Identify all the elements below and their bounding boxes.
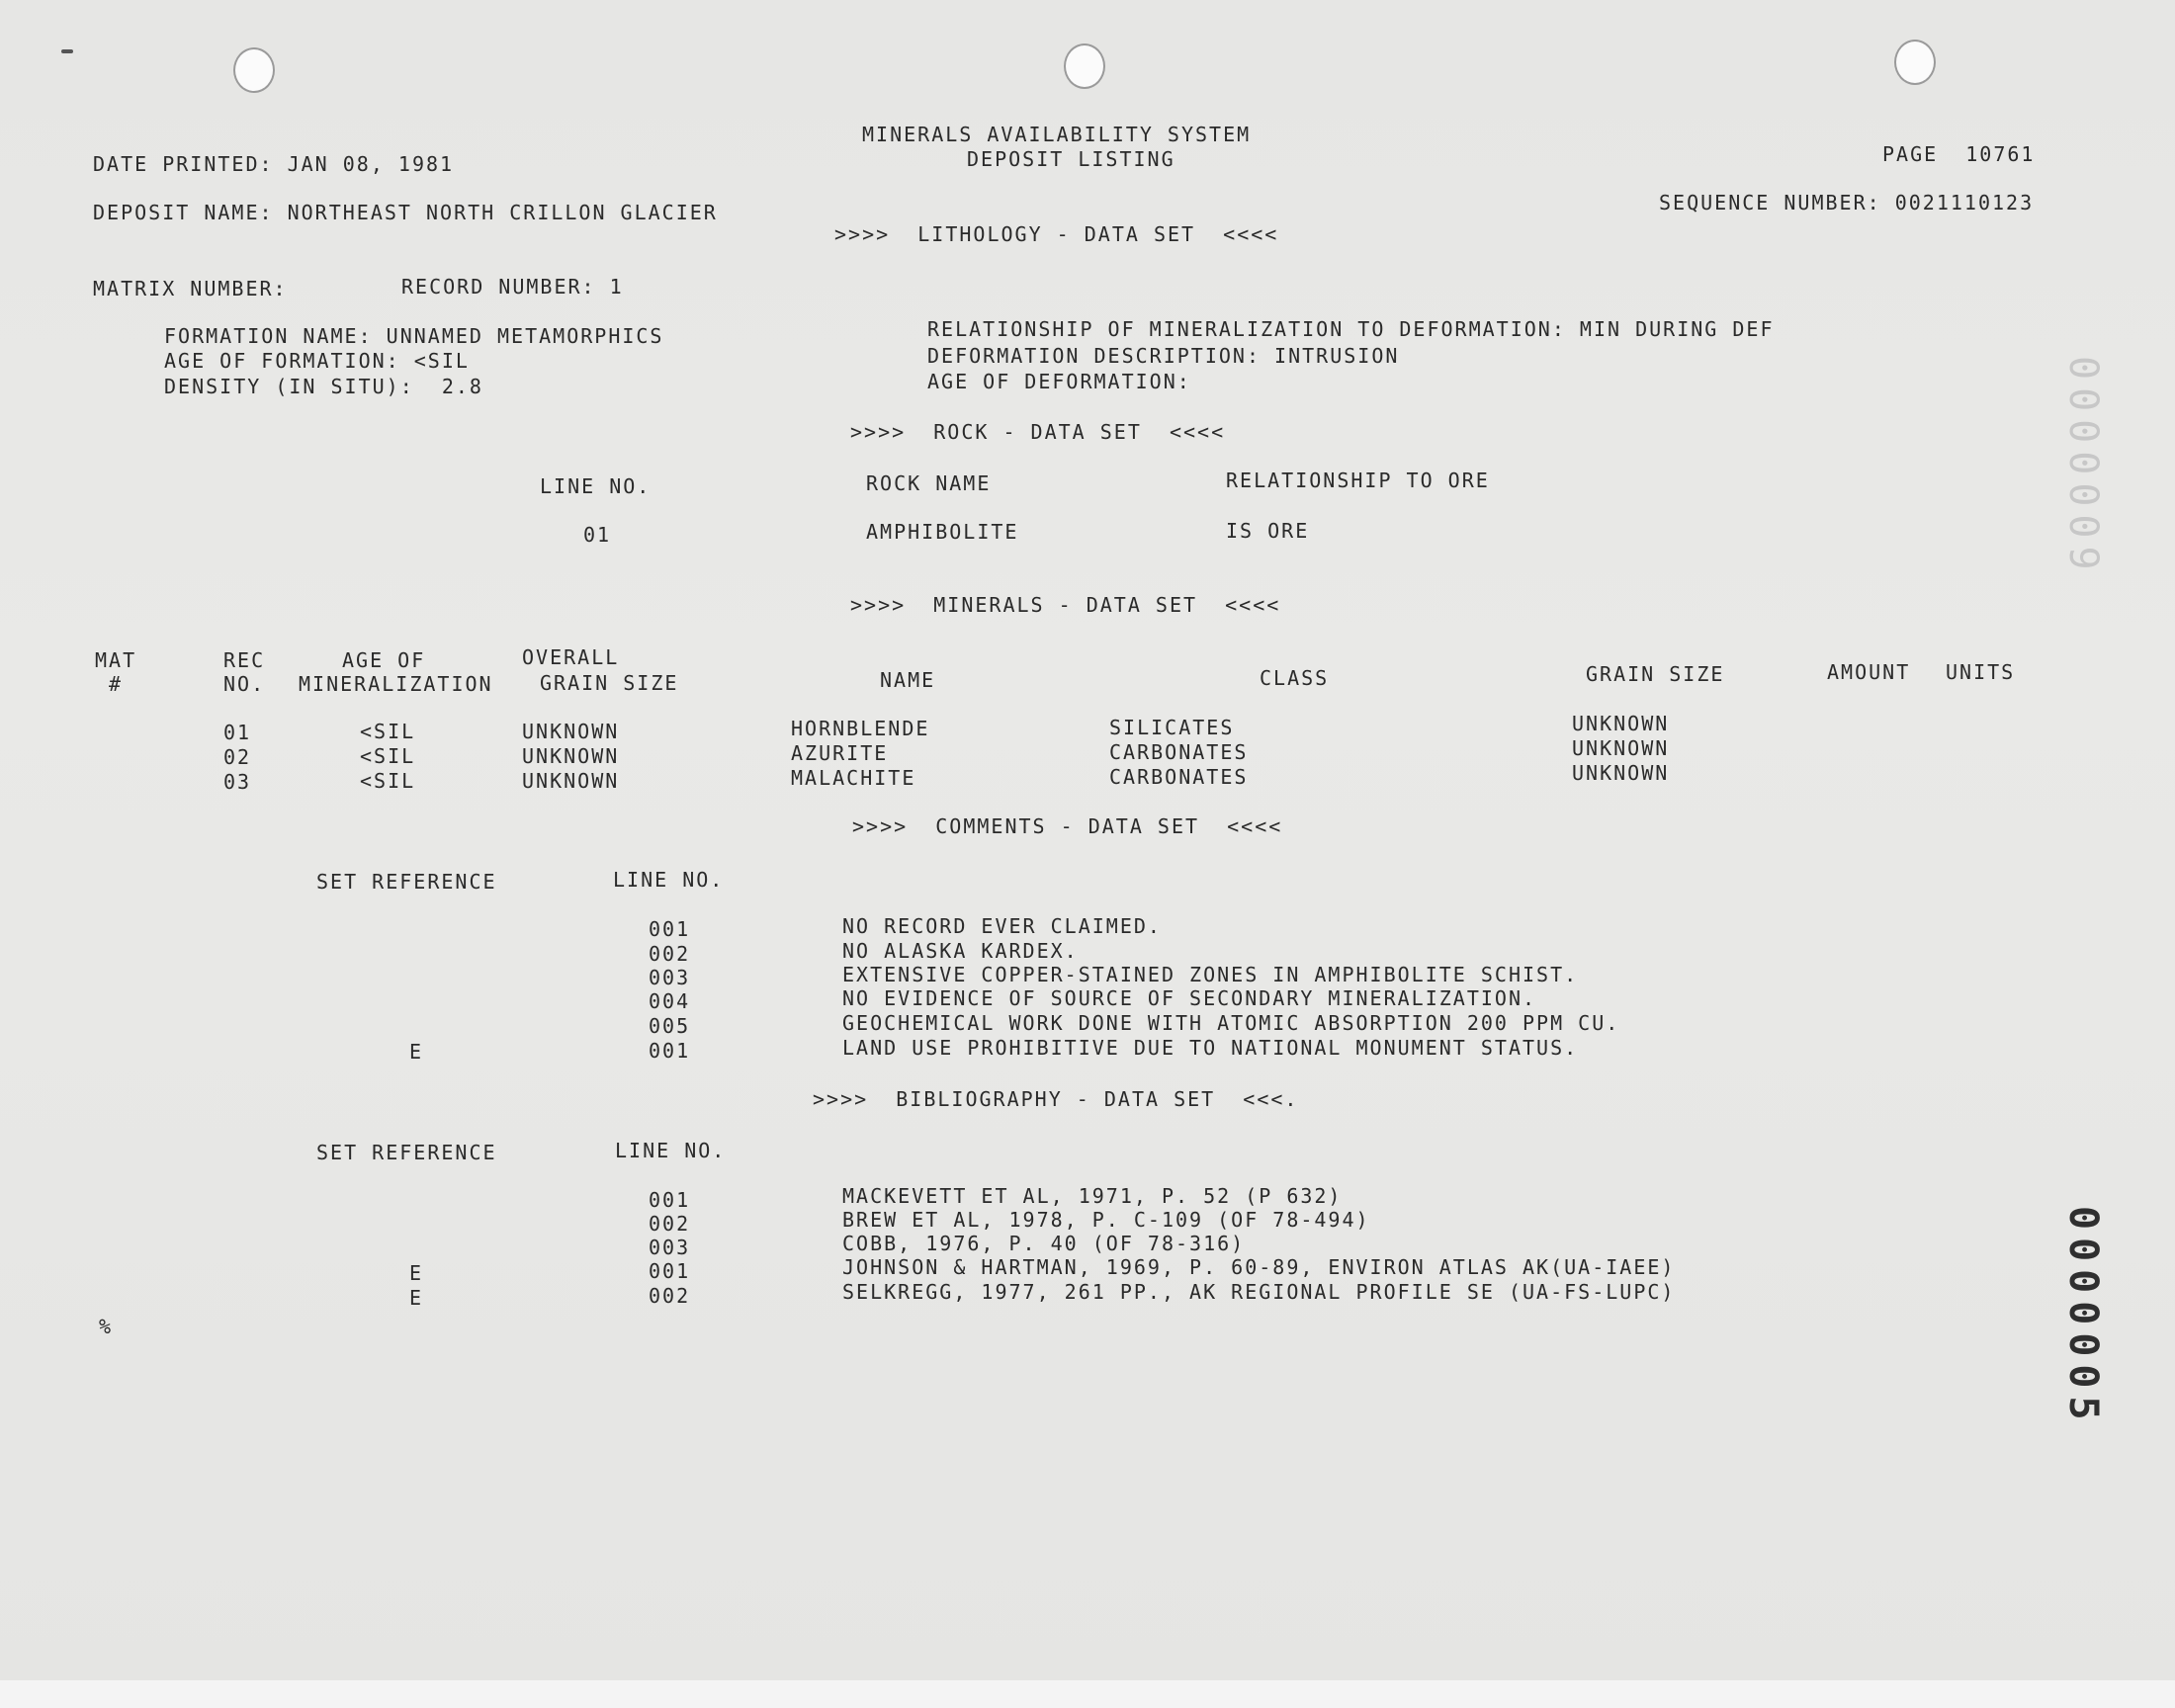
mineral-overall-grain: UNKNOWN <box>522 720 620 743</box>
age-of-deformation: AGE OF DEFORMATION: <box>927 370 1191 393</box>
rock-row-rock-name: AMPHIBOLITE <box>866 520 1019 544</box>
binder-hole-right <box>1894 40 1936 85</box>
mineral-grain: UNKNOWN <box>1572 712 1670 735</box>
minerals-header-class: CLASS <box>1260 666 1330 690</box>
mineralization-deformation-relationship: RELATIONSHIP OF MINERALIZATION TO DEFORMATION: MIN DURING DEF <box>927 317 1775 341</box>
system-title: MINERALS AVAILABILITY SYSTEM <box>862 123 1252 146</box>
rock-row-line-no: 01 <box>583 523 612 547</box>
density: DENSITY (IN SITU): 2.8 <box>164 375 483 398</box>
bibliography-header-set-reference: SET REFERENCE <box>316 1141 497 1164</box>
comments-header-set-reference: SET REFERENCE <box>316 870 497 894</box>
rock-header-relationship: RELATIONSHIP TO ORE <box>1226 469 1490 492</box>
mineral-age: <SIL <box>360 769 416 793</box>
rock-row-relationship: IS ORE <box>1226 519 1310 543</box>
bibliography-line-no: 001 <box>649 1188 691 1212</box>
bibliography-line-no: 002 <box>649 1212 691 1236</box>
minerals-header-age-of: AGE OF <box>342 648 426 672</box>
mineral-name: AZURITE <box>791 741 889 765</box>
minerals-header-name: NAME <box>880 668 936 692</box>
stamp-number: 0000005 <box>2060 1206 2106 1428</box>
mineral-class: SILICATES <box>1109 716 1235 739</box>
mineral-rec: 01 <box>223 721 252 744</box>
minerals-header-mineralization: MINERALIZATION <box>299 672 493 696</box>
mineral-name: HORNBLENDE <box>791 717 930 740</box>
bibliography-set-reference: E <box>409 1261 424 1285</box>
comment-line-no: 004 <box>649 989 691 1013</box>
comment-line-no: 005 <box>649 1014 691 1038</box>
comment-line-no: 003 <box>649 966 691 989</box>
binder-hole-left <box>233 47 275 93</box>
mineral-overall-grain: UNKNOWN <box>522 744 620 768</box>
minerals-header-mat-hash: # <box>109 672 124 696</box>
minerals-header-mineral-grain-size: GRAIN SIZE <box>1586 662 1725 686</box>
mineral-class: CARBONATES <box>1109 740 1249 764</box>
deformation-description: DEFORMATION DESCRIPTION: INTRUSION <box>927 344 1400 368</box>
comment-text: LAND USE PROHIBITIVE DUE TO NATIONAL MONUMENT STATUS. <box>842 1036 1579 1060</box>
mineral-grain: UNKNOWN <box>1572 761 1670 785</box>
minerals-header-units: UNITS <box>1946 660 2016 684</box>
bibliography-citation: COBB, 1976, P. 40 (OF 78-316) <box>842 1232 1246 1255</box>
date-printed: DATE PRINTED: JAN 08, 1981 <box>93 152 455 176</box>
minerals-section-title: >>>> MINERALS - DATA SET <<<< <box>850 593 1281 617</box>
comment-text: NO EVIDENCE OF SOURCE OF SECONDARY MINERALIZATION. <box>842 986 1537 1010</box>
comment-set-reference: E <box>409 1040 424 1064</box>
lithology-section-title: >>>> LITHOLOGY - DATA SET <<<< <box>834 222 1279 246</box>
ink-smudge <box>61 49 73 53</box>
bibliography-line-no: 003 <box>649 1236 691 1259</box>
mineral-name: MALACHITE <box>791 766 916 790</box>
rock-section-title: >>>> ROCK - DATA SET <<<< <box>850 420 1226 444</box>
minerals-header-amount: AMOUNT <box>1827 660 1911 684</box>
comment-text: EXTENSIVE COPPER-STAINED ZONES IN AMPHIBOLITE SCHIST. <box>842 963 1579 986</box>
binder-hole-center <box>1064 43 1105 89</box>
sequence-number: SEQUENCE NUMBER: 0021110123 <box>1659 191 2035 214</box>
matrix-number: MATRIX NUMBER: <box>93 277 288 300</box>
formation-name: FORMATION NAME: UNNAMED METAMORPHICS <box>164 324 664 348</box>
mineral-age: <SIL <box>360 720 416 743</box>
comment-text: GEOCHEMICAL WORK DONE WITH ATOMIC ABSORPTION 200 PPM CU. <box>842 1011 1620 1035</box>
bibliography-line-no: 001 <box>649 1259 691 1283</box>
bibliography-section-title: >>>> BIBLIOGRAPHY - DATA SET <<<. <box>813 1087 1299 1111</box>
minerals-header-grain-size: GRAIN SIZE <box>540 671 679 695</box>
bibliography-citation: SELKREGG, 1977, 261 PP., AK REGIONAL PROFILE SE (UA-FS-LUPC) <box>842 1280 1676 1304</box>
deposit-name: DEPOSIT NAME: NORTHEAST NORTH CRILLON GLACIER <box>93 201 718 224</box>
comment-text: NO ALASKA KARDEX. <box>842 939 1079 963</box>
minerals-header-rec: REC <box>223 648 266 672</box>
mineral-age: <SIL <box>360 744 416 768</box>
bibliography-header-line-no: LINE NO. <box>615 1139 727 1162</box>
listing-title: DEPOSIT LISTING <box>967 147 1175 171</box>
page-number: PAGE 10761 <box>1882 142 2036 166</box>
comments-section-title: >>>> COMMENTS - DATA SET <<<< <box>852 814 1283 838</box>
mineral-class: CARBONATES <box>1109 765 1249 789</box>
rock-header-rock-name: ROCK NAME <box>866 471 992 495</box>
bibliography-line-no: 002 <box>649 1284 691 1308</box>
minerals-header-overall: OVERALL <box>522 645 620 669</box>
rock-header-line-no: LINE NO. <box>540 474 652 498</box>
comment-line-no: 002 <box>649 942 691 966</box>
minerals-header-mat: MAT <box>95 648 137 672</box>
record-number: RECORD NUMBER: 1 <box>401 275 624 299</box>
comment-line-no: 001 <box>649 1039 691 1063</box>
age-of-formation: AGE OF FORMATION: <SIL <box>164 349 470 373</box>
bibliography-citation: MACKEVETT ET AL, 1971, P. 52 (P 632) <box>842 1184 1343 1208</box>
mineral-grain: UNKNOWN <box>1572 736 1670 760</box>
paper-bottom-edge <box>0 1680 2175 1708</box>
faint-stamp-number: 0000009 <box>2060 356 2106 578</box>
minerals-header-rec-no: NO. <box>223 672 266 696</box>
mineral-rec: 02 <box>223 745 252 769</box>
bibliography-set-reference: E <box>409 1286 424 1310</box>
bibliography-citation: JOHNSON & HARTMAN, 1969, P. 60-89, ENVIRON ATLAS AK(UA-IAEE) <box>842 1255 1676 1279</box>
end-marker: % <box>99 1315 114 1338</box>
mineral-rec: 03 <box>223 770 252 794</box>
comment-text: NO RECORD EVER CLAIMED. <box>842 914 1162 938</box>
mineral-overall-grain: UNKNOWN <box>522 769 620 793</box>
bibliography-citation: BREW ET AL, 1978, P. C-109 (OF 78-494) <box>842 1208 1370 1232</box>
comments-header-line-no: LINE NO. <box>613 868 725 892</box>
comment-line-no: 001 <box>649 917 691 941</box>
